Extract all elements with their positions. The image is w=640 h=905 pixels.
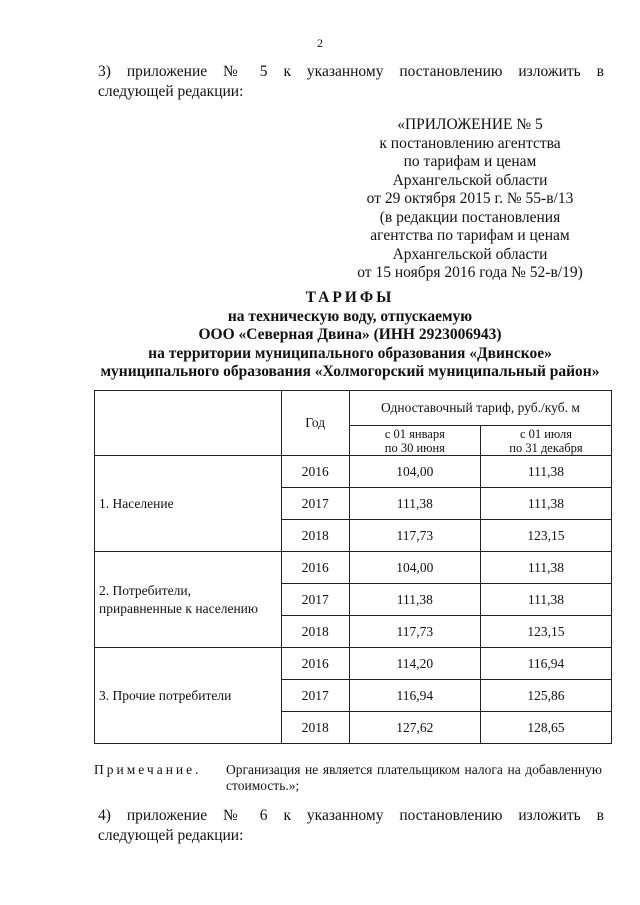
table-row xyxy=(95,552,612,584)
document-title xyxy=(60,289,640,382)
tariff-cell: 111,38 xyxy=(349,584,480,616)
year-cell: 2016 xyxy=(281,648,349,680)
paragraph-line: следующей редакции: xyxy=(98,827,244,844)
paragraph-appendix-5-intro xyxy=(98,62,604,102)
header-period-2-line1: с 01 июля xyxy=(519,426,572,441)
header-period-1-line2: по 30 июня xyxy=(384,440,445,455)
table-row xyxy=(95,648,612,680)
category-line: 1. Население xyxy=(99,495,174,511)
appendix-line: от 29 октября 2015 г. № 55-в/13 xyxy=(366,190,574,207)
appendix-header xyxy=(320,116,620,283)
year-cell: 2017 xyxy=(281,680,349,712)
title-line: ООО «Северная Двина» (ИНН 2923006943) xyxy=(198,326,502,343)
header-period-2-line2: по 31 декабря xyxy=(509,440,583,455)
title-main: ТАРИФЫ xyxy=(305,289,395,306)
appendix-line: (в редакции постановления xyxy=(379,208,561,226)
year-cell: 2018 xyxy=(281,616,349,648)
appendix-line: от 15 ноября 2016 года № 52-в/19) xyxy=(357,264,583,281)
header-period-1 xyxy=(349,426,480,456)
tariff-cell: 125,86 xyxy=(480,680,611,712)
year-cell: 2017 xyxy=(281,488,349,520)
table-header-row xyxy=(95,391,612,426)
tariff-cell: 117,73 xyxy=(349,616,480,648)
paragraph-line: 4) приложение № 6 к указанному постановлению изложить в xyxy=(98,807,604,824)
appendix-line: агентства по тарифам и ценам xyxy=(370,227,570,244)
tariff-cell: 127,62 xyxy=(349,712,480,744)
year-cell: 2017 xyxy=(281,584,349,616)
paragraph-appendix-6-intro xyxy=(98,806,604,846)
tariff-cell: 114,20 xyxy=(349,648,480,680)
tariff-cell: 111,38 xyxy=(480,488,611,520)
category-cell xyxy=(95,552,282,648)
tariff-table xyxy=(94,390,612,744)
tariff-cell: 104,00 xyxy=(349,552,480,584)
appendix-line: к постановлению агентства xyxy=(379,134,561,152)
header-period-2 xyxy=(480,426,611,456)
tariff-cell: 116,94 xyxy=(349,680,480,712)
tariff-cell: 111,38 xyxy=(480,552,611,584)
tariff-cell: 117,73 xyxy=(349,520,480,552)
tariff-cell: 111,38 xyxy=(480,584,611,616)
paragraph-line: 3) приложение № 5 к указанному постановлению изложить в xyxy=(98,63,604,80)
header-year: Год xyxy=(281,391,349,456)
header-period-1-line1: с 01 января xyxy=(384,426,445,441)
year-cell: 2018 xyxy=(281,712,349,744)
title-line: на территории муниципального образования «Двинское» xyxy=(148,344,552,362)
appendix-line: Архангельской области xyxy=(392,245,548,263)
page-number: 2 xyxy=(317,36,323,50)
tariff-cell: 111,38 xyxy=(480,456,611,488)
category-cell xyxy=(95,648,282,744)
title-line: муниципального образования «Холмогорский муниципальный район» xyxy=(100,363,600,380)
note-label: Примечание. xyxy=(94,762,202,777)
title-line: на техническую воду, отпускаемую xyxy=(227,307,473,325)
tariff-cell: 123,15 xyxy=(480,616,611,648)
year-cell: 2018 xyxy=(281,520,349,552)
year-cell: 2016 xyxy=(281,456,349,488)
header-tariff: Одноставочный тариф, руб./куб. м xyxy=(349,391,611,426)
header-category-cell xyxy=(95,391,282,456)
category-cell xyxy=(95,456,282,552)
appendix-line: «ПРИЛОЖЕНИЕ № 5 xyxy=(397,116,543,133)
category-line: 3. Прочие потребители xyxy=(99,687,232,703)
year-cell: 2016 xyxy=(281,552,349,584)
category-line: приравненные к населению xyxy=(99,600,258,616)
note-text: Организация не является плательщиком налога на добавленную стоимость.»; xyxy=(226,762,602,793)
table-row xyxy=(95,456,612,488)
tariff-cell: 123,15 xyxy=(480,520,611,552)
tariff-cell: 116,94 xyxy=(480,648,611,680)
tariff-cell: 128,65 xyxy=(480,712,611,744)
appendix-line: Архангельской области xyxy=(392,171,548,189)
appendix-line: по тарифам и ценам xyxy=(403,153,537,170)
tariff-cell: 104,00 xyxy=(349,456,480,488)
paragraph-line: следующей редакции: xyxy=(98,83,244,100)
tariff-cell: 111,38 xyxy=(349,488,480,520)
category-line: 2. Потребители, xyxy=(99,582,191,598)
